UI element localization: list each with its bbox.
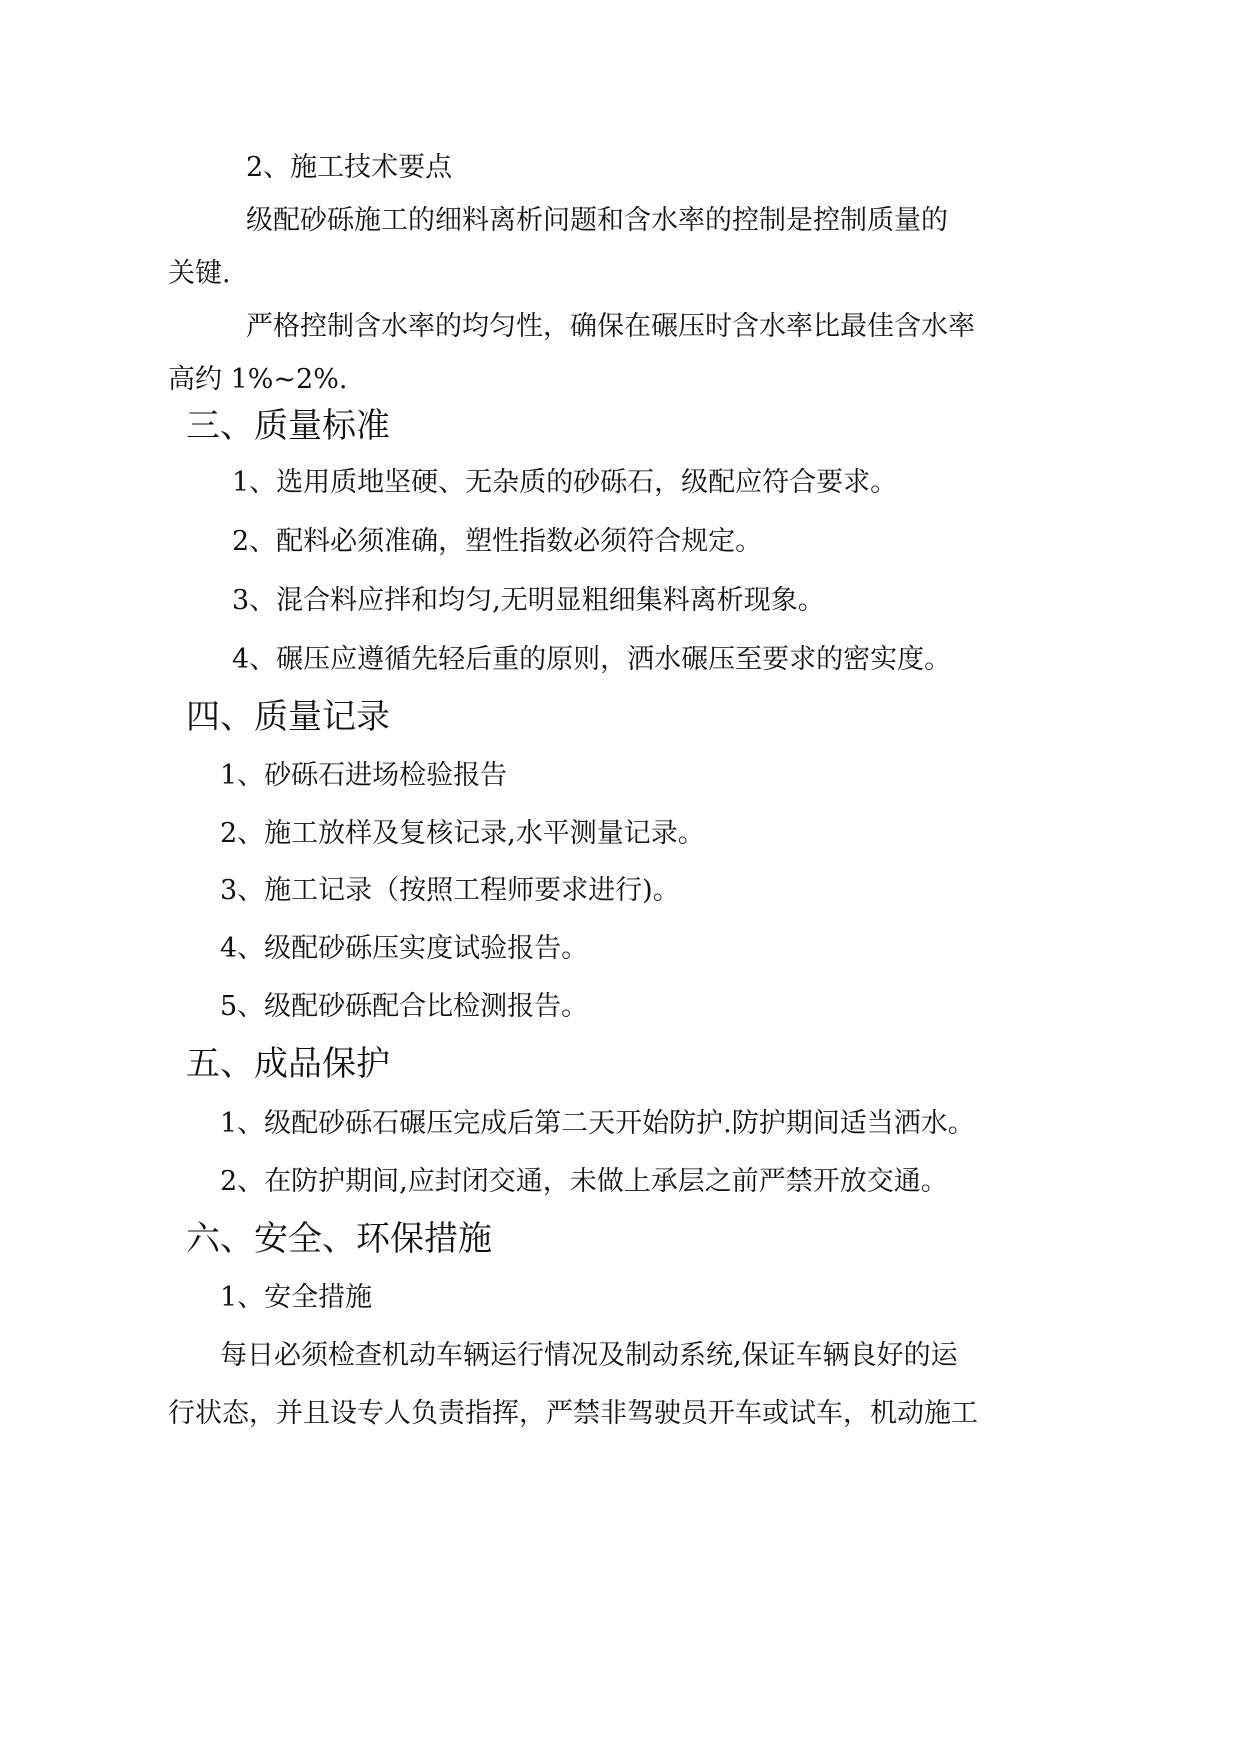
list-item: 2、在防护期间,应封闭交通，未做上承层之前严禁开放交通。: [220, 1166, 948, 1197]
list-item: 5、级配砂砾配合比检测报告。: [220, 991, 589, 1022]
paragraph-line: 每日必须检查机动车辆运行情况及制动系统,保证车辆良好的运: [220, 1340, 958, 1371]
list-item: 3、混合料应拌和均匀,无明显粗细集料离析现象。: [232, 585, 825, 616]
paragraph-line: 严格控制含水率的均匀性，确保在碾压时含水率比最佳含水率: [246, 311, 975, 342]
section-heading-quality-records: 四、质量记录: [186, 697, 390, 737]
section-heading-quality-standards: 三、质量标准: [186, 406, 390, 446]
list-item: 3、施工记录（按照工程师要求进行)。: [220, 875, 680, 906]
paragraph-line: 级配砂砾施工的细料离析问题和含水率的控制是控制质量的: [246, 205, 948, 236]
subheading-safety-measures: 1、安全措施: [220, 1282, 373, 1313]
list-item: 4、碾压应遵循先轻后重的原则，洒水碾压至要求的密实度。: [232, 644, 952, 675]
list-item: 2、施工放样及复核记录,水平测量记录。: [220, 818, 705, 849]
section-heading-product-protection: 五、成品保护: [186, 1044, 390, 1084]
list-item: 1、砂砾石进场检验报告: [220, 760, 508, 791]
paragraph-line: 高约 1%~2%.: [168, 364, 348, 395]
list-item: 2、配料必须准确，塑性指数必须符合规定。: [232, 526, 763, 557]
list-item: 1、选用质地坚硬、无杂质的砂砾石，级配应符合要求。: [232, 467, 898, 498]
list-item: 4、级配砂砾压实度试验报告。: [220, 933, 589, 964]
paragraph-line: 行状态，并且设专人负责指挥，严禁非驾驶员开车或试车，机动施工: [168, 1398, 978, 1429]
section-heading-safety-environment: 六、安全、环保措施: [186, 1219, 492, 1259]
list-item: 1、级配砂砾石碾压完成后第二天开始防护.防护期间适当洒水。: [220, 1108, 975, 1139]
paragraph-line: 关键.: [168, 258, 231, 289]
subheading-construction-points: 2、施工技术要点: [246, 152, 453, 183]
